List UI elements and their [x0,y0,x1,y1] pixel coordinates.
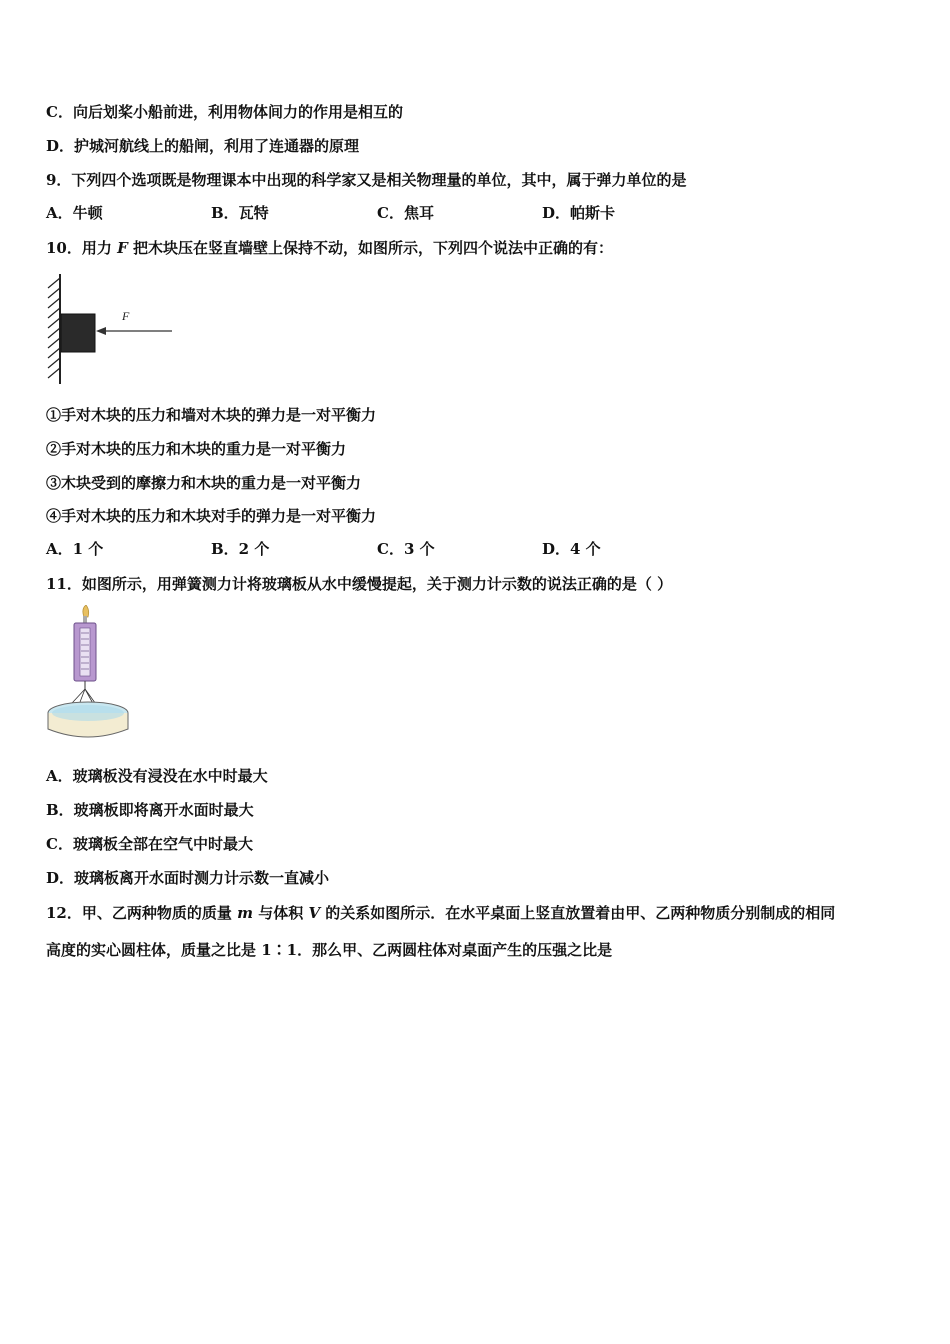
q9-option-b: B．瓦特 [211,204,269,222]
q8-option-d: D．护城河航线上的船闸，利用了连通器的原理 [46,137,360,155]
q10-option-d: D．4 个 [542,540,601,558]
q10-option-b: B．2 个 [211,540,270,558]
q9-option-c: C．焦耳 [377,204,434,222]
q9-option-d: D．帕斯卡 [542,204,616,222]
q10-statement-1: ①手对木块的压力和墙对木块的弹力是一对平衡力 [46,406,377,424]
q10-statement-4: ④手对木块的压力和木块对手的弹力是一对平衡力 [46,507,377,525]
q9-option-a: A．牛顿 [46,204,103,222]
q11-option-b: B．玻璃板即将离开水面时最大 [46,801,254,819]
q10-stem: 10．用力 F 把木块压在竖直墙壁上保持不动，如图所示，下列四个说法中正确的有： [46,239,613,257]
q11-option-a: A．玻璃板没有浸没在水中时最大 [46,767,268,785]
q12-stem-line-2: 高度的实心圆柱体，质量之比是 1∶1．那么甲、乙两圆柱体对桌面产生的压强之比是 [46,941,613,959]
force-label: F [122,309,130,323]
q10-statement-2: ②手对木块的压力和木块的重力是一对平衡力 [46,440,347,458]
q11-option-c: C．玻璃板全部在空气中时最大 [46,835,253,853]
q11-option-d: D．玻璃板离开水面时测力计示数一直减小 [46,869,330,887]
wall-block-figure [44,272,179,387]
q10-option-a: A．1 个 [46,540,104,558]
q8-option-c: C．向后划桨小船前进，利用物体间力的作用是相互的 [46,103,403,121]
q12-stem-line-1: 12．甲、乙两种物质的质量 m 与体积 V 的关系如图所示．在水平桌面上竖直放置着由甲、乙两种物质分别制成的相同 [46,904,836,922]
q10-statement-3: ③木块受到的摩擦力和木块的重力是一对平衡力 [46,474,362,492]
q10-option-c: C．3 个 [377,540,435,558]
spring-scale-figure [44,605,134,745]
q9-stem: 9．下列四个选项既是物理课本中出现的科学家又是相关物理量的单位，其中，属于弹力单位的是 [46,171,687,189]
q11-stem: 11．如图所示，用弹簧测力计将玻璃板从水中缓慢提起，关于测力计示数的说法正确的是（ ） [46,575,673,593]
